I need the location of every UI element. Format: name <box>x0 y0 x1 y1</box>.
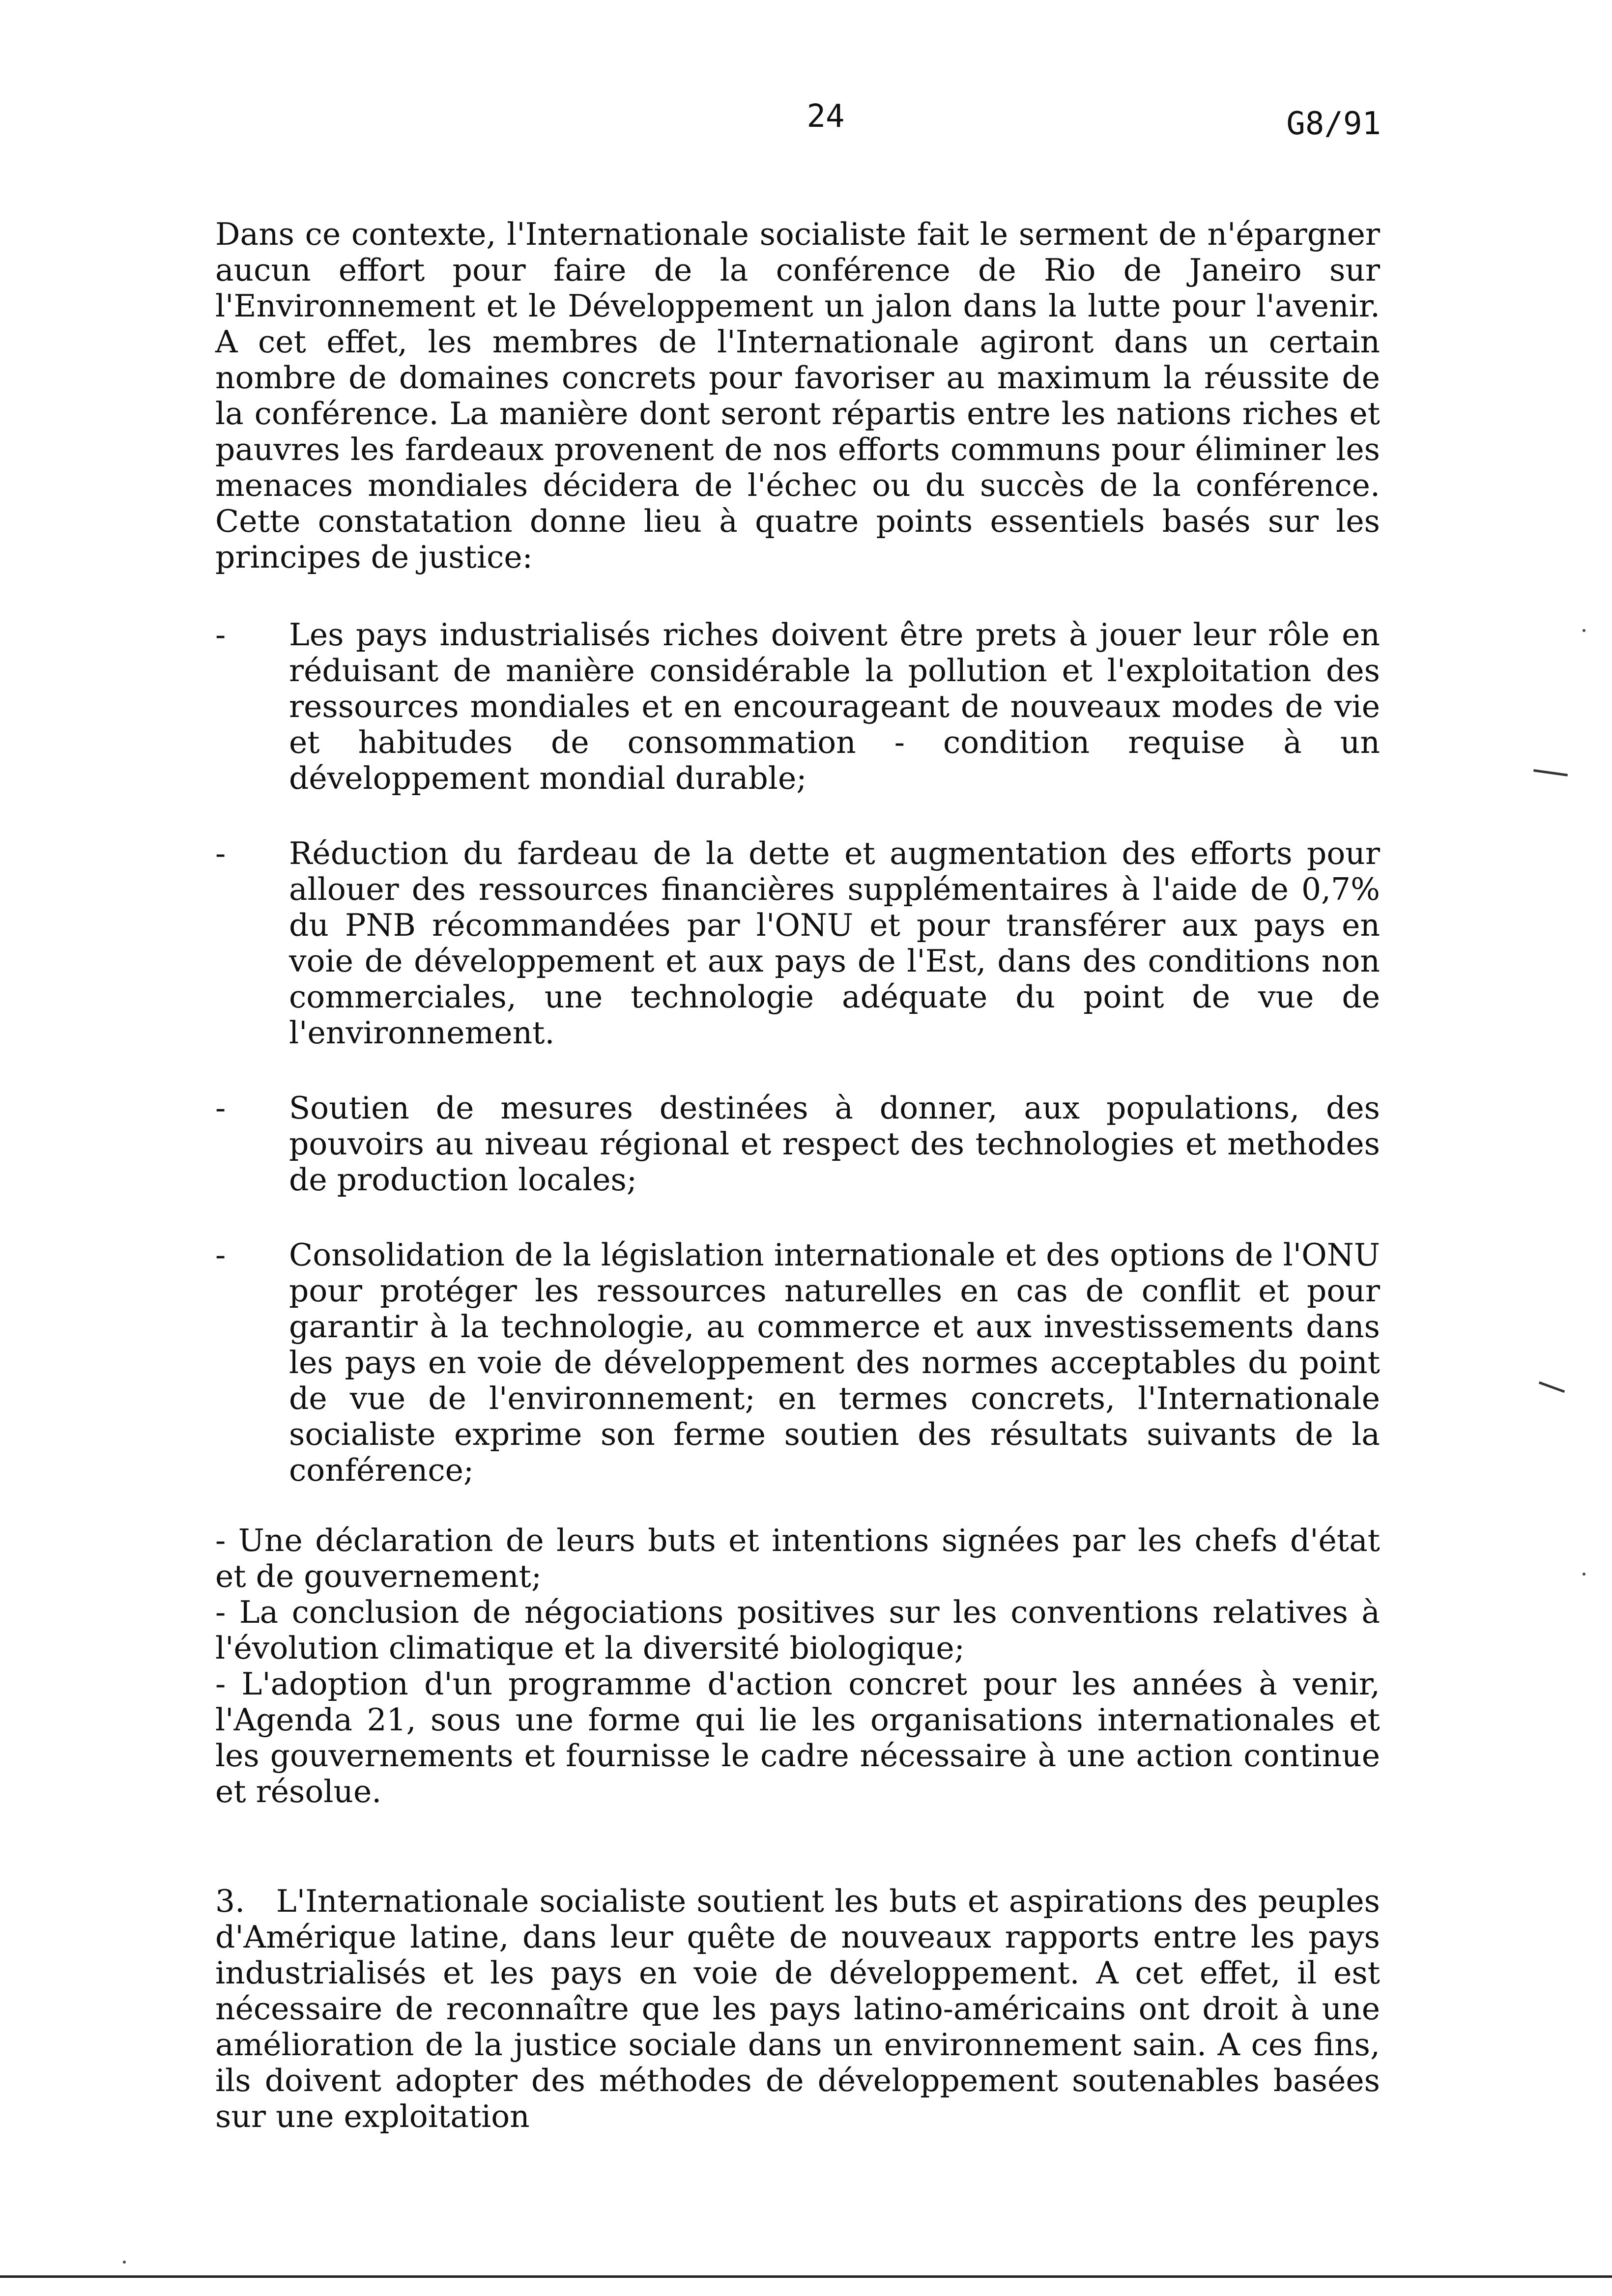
sub-item: - Une déclaration de leurs buts et intentions signées par les chefs d'état et de gouvernement; <box>215 1522 1380 1594</box>
footer-rule <box>0 2275 1612 2278</box>
bullet-item <box>215 1237 1380 1488</box>
margin-mark <box>1533 769 1568 776</box>
margin-mark <box>1539 1381 1565 1393</box>
document-reference: G8/91 <box>1286 106 1381 142</box>
page-number: 24 <box>806 98 845 135</box>
bullet-item <box>215 617 1380 796</box>
intro-paragraph: Dans ce contexte, l'Internationale socialiste fait le serment de n'épargner aucun effort pour faire de la conférence de Rio de Janeiro sur l'Environnement et le Développement un jalon dans la lutte pour l'avenir. A cet effet, les membres de l'Internationale agiront dans un certain nombre de domaines concrets pour favoriser au maximum la réussite de la conférence. La manière dont seront répartis entre les nations riches et pauvres les fardeaux provenent de nos efforts communs pour éliminer les menaces mondiales décidera de l'échec ou du succès de la conférence. Cette constatation donne lieu à quatre points essentiels basés sur les principes de justice: <box>215 216 1380 575</box>
bullet-dash: - <box>215 835 226 871</box>
bullet-text: Les pays industrialisés riches doivent être prets à jouer leur rôle en réduisant de manière considérable la pollution et l'exploitation des ressources mondiales et en encourageant de nouveaux modes de vie et habitudes de consommation - condition requise à un développement mondial durable; <box>289 617 1380 796</box>
body-text <box>215 216 1390 2134</box>
sub-item: - L'adoption d'un programme d'action concret pour les années à venir, l'Agenda 21, sous une forme qui lie les organisations internationales et les gouvernements et fournisse le cadre nécessaire à une action continue et résolue. <box>215 1666 1380 1809</box>
bullet-text: Réduction du fardeau de la dette et augmentation des efforts pour allouer des ressources financières supplémentaires à l'aide de 0,7% du PNB récommandées par l'ONU et pour transférer aux pays en voie de développement et aux pays de l'Est, dans des conditions non commerciales, une technologie adéquate du point de vue de l'environnement. <box>289 835 1380 1051</box>
bullet-text: Soutien de mesures destinées à donner, aux populations, des pouvoirs au niveau régional et respect des technologies et methodes de production locales; <box>289 1090 1380 1198</box>
scan-speck <box>123 2261 126 2264</box>
sub-item: - La conclusion de négociations positives sur les conventions relatives à l'évolution climatique et la diversité biologique; <box>215 1594 1380 1666</box>
bullet-item <box>215 1090 1380 1198</box>
bullet-dash: - <box>215 1090 226 1126</box>
bullet-text: Consolidation de la législation internationale et des options de l'ONU pour protéger les ressources naturelles en cas de conflit et pour garantir à la technologie, au commerce et aux investissements dans les pays en voie de développement des normes acceptables du point de vue de l'environnement; en termes concrets, l'Internationale socialiste exprime son ferme soutien des résultats suivants de la conférence; <box>289 1237 1380 1488</box>
bullet-dash: - <box>215 617 226 653</box>
bullet-item <box>215 835 1380 1051</box>
scan-speck <box>1583 1573 1585 1576</box>
scan-speck <box>1583 629 1585 632</box>
paragraph-3: 3. L'Internationale socialiste soutient les buts et aspirations des peuples d'Amérique latine, dans leur quête de nouveaux rapports entre les pays industrialisés et les pays en voie de développement. A cet effet, il est nécessaire de reconnaître que les pays latino-américains ont droit à une amélioration de la justice sociale dans un environnement sain. A ces fins, ils doivent adopter des méthodes de développement soutenables basées sur une exploitation <box>215 1883 1390 2134</box>
bullet-dash: - <box>215 1237 226 1273</box>
